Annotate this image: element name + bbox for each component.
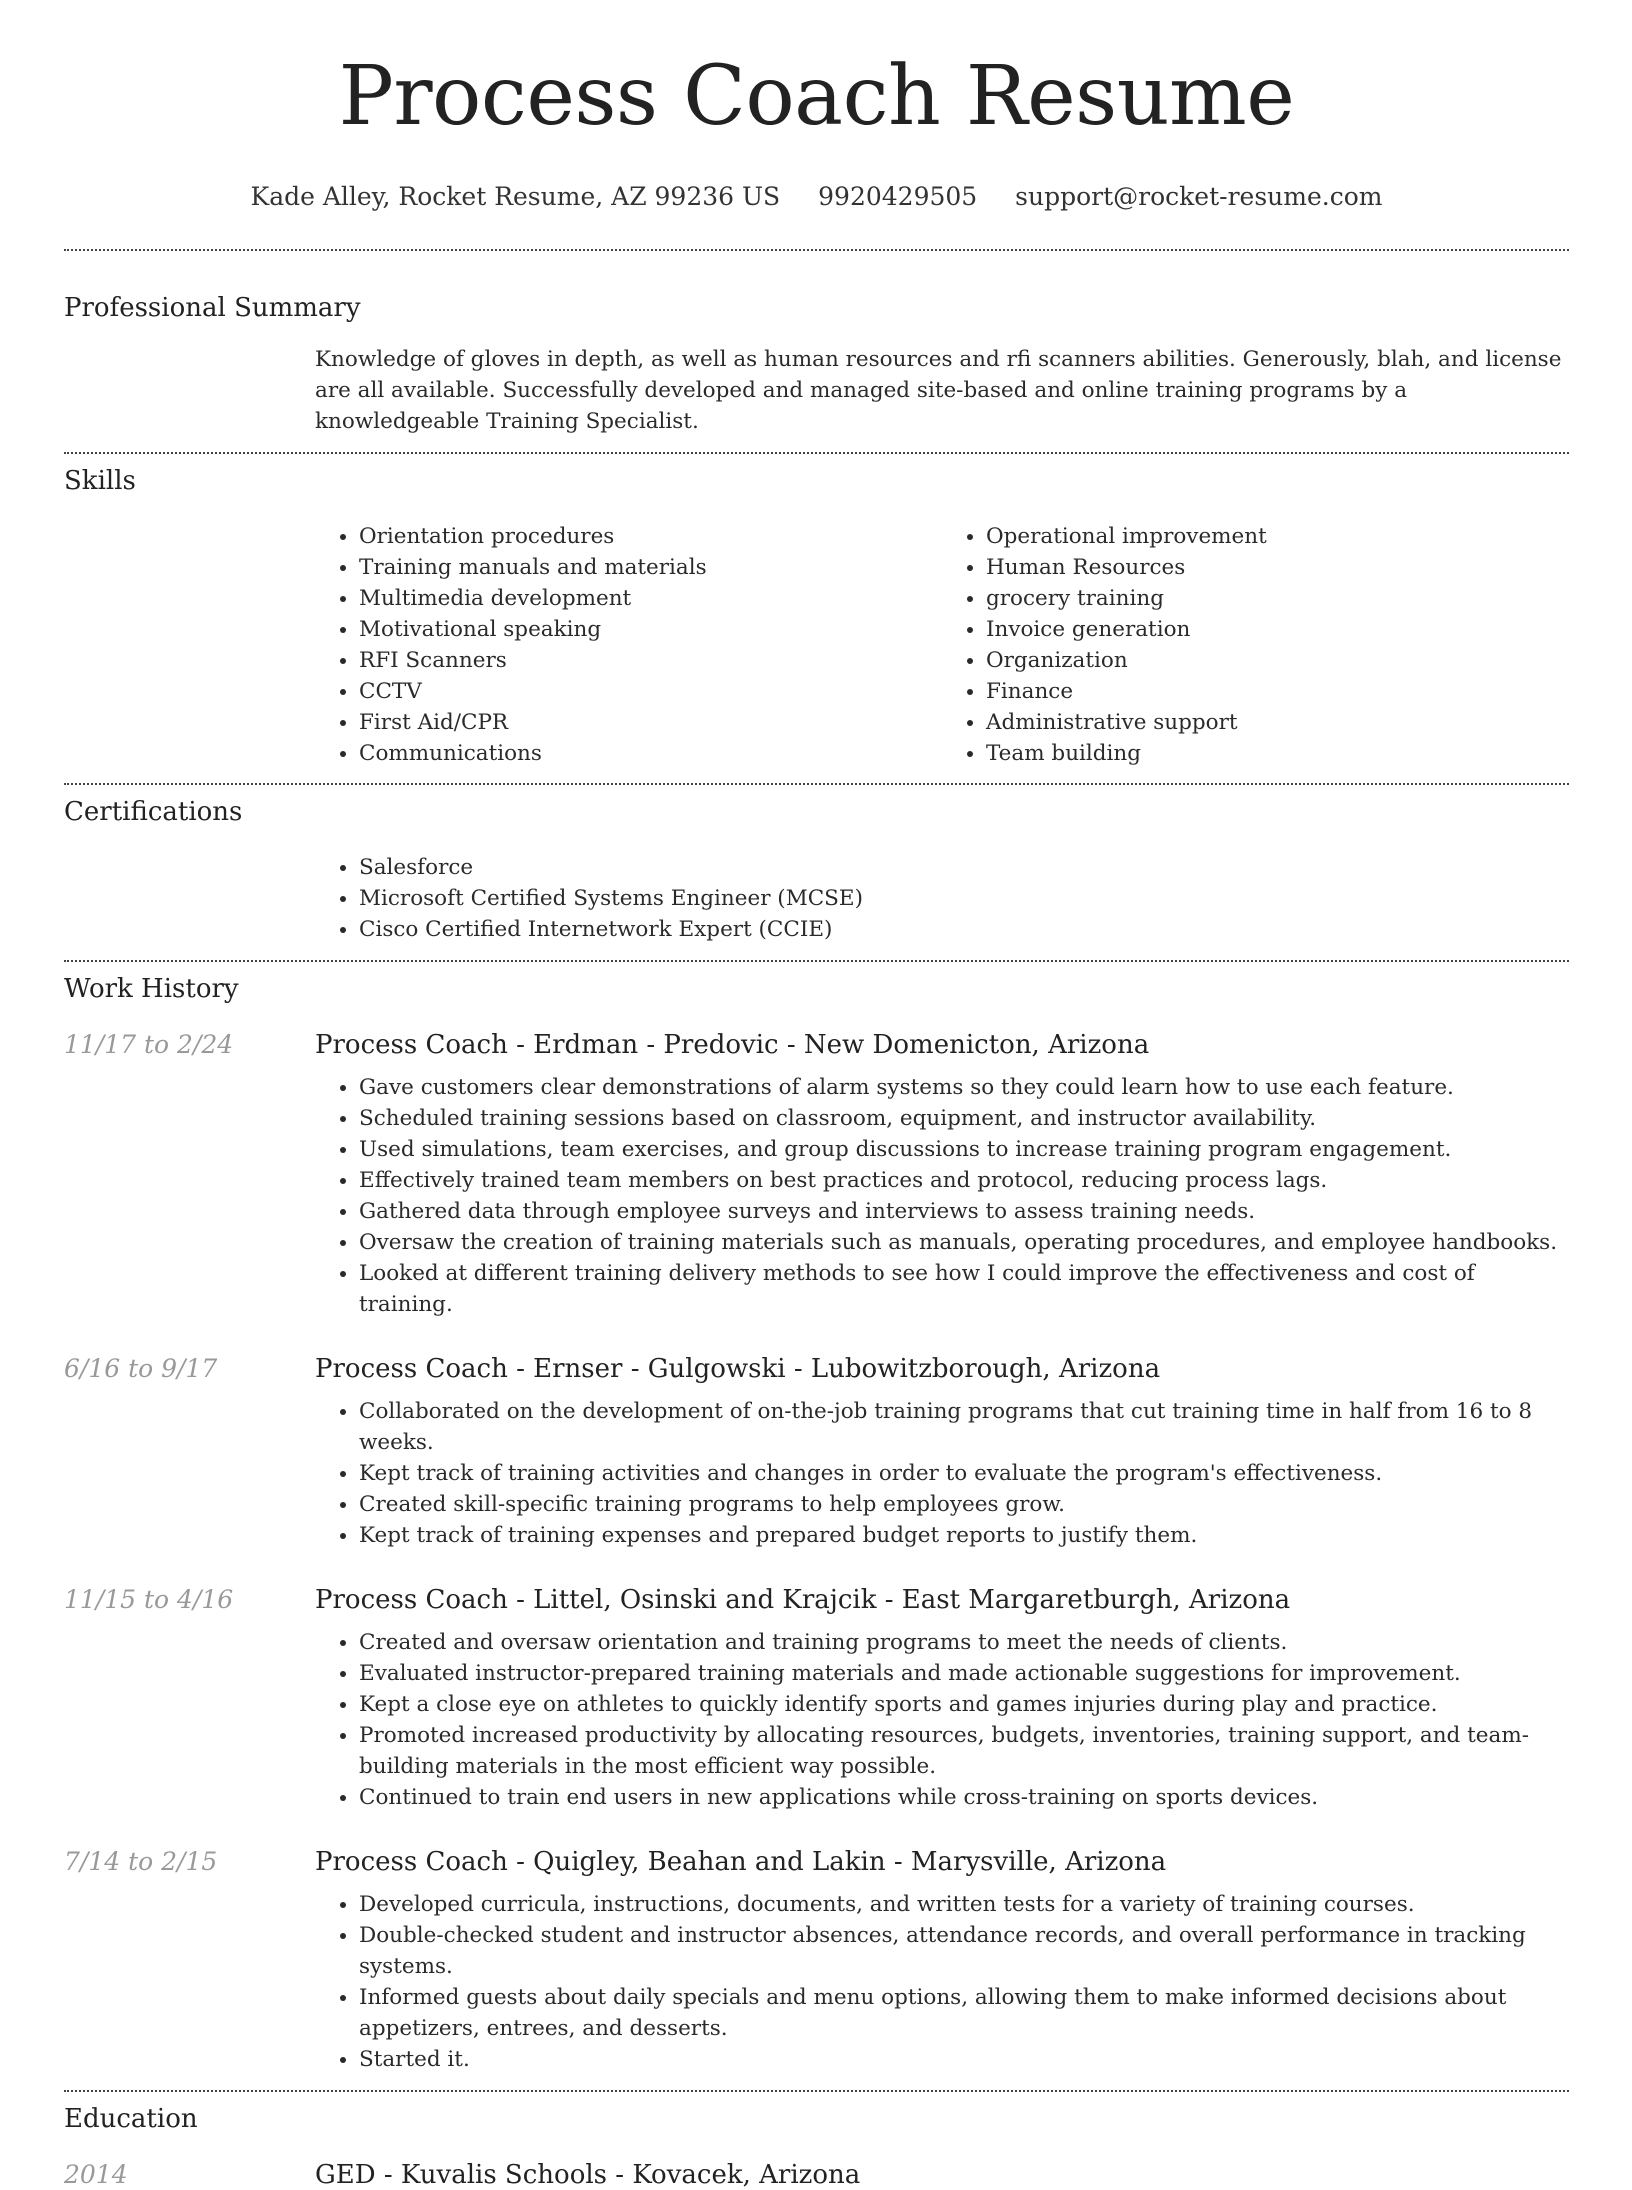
- job-title: Process Coach - Quigley, Beahan and Lakin - Marysville, Arizona: [315, 1847, 1167, 1878]
- contact-line: [64, 182, 1569, 211]
- education-title: GED - Kuvalis Schools - Kovacek, Arizona: [315, 2160, 861, 2190]
- summary-text: Knowledge of gloves in depth, as well as human resources and rfi scanners abilities. Generously, blah, and license are all available. Successfully developed and managed site-based and online training programs by a knowledgeable Training Specialist.: [315, 347, 1562, 435]
- list-item: • Finance: [986, 676, 1569, 707]
- skills-columns: [315, 521, 1569, 783]
- list-item: • Continued to train end users in new applications while cross-training on sports devices.: [359, 1782, 1569, 1813]
- list-item: • First Aid/CPR: [359, 707, 942, 738]
- job-bullets: [315, 1072, 1569, 1320]
- list-item: • Looked at different training delivery methods to see how I could improve the effectiveness and cost of training.: [359, 1258, 1569, 1320]
- list-item: • Gave customers clear demonstrations of alarm systems so they could learn how to use each feature.: [359, 1072, 1569, 1103]
- list-item: • Informed guests about daily specials and menu options, allowing them to make informed decisions about appetizers, entrees, and desserts.: [359, 1982, 1569, 2044]
- job-title: Process Coach - Littel, Osinski and Krajcik - East Margaretburgh, Arizona: [315, 1585, 1291, 1616]
- list-item: • Developed curricula, instructions, documents, and written tests for a variety of training courses.: [359, 1889, 1569, 1920]
- job-title: Process Coach - Ernser - Gulgowski - Lubowitzborough, Arizona: [315, 1354, 1161, 1385]
- job-entry: [64, 1585, 1569, 1813]
- skills-list-right: [942, 521, 1569, 769]
- education-section: [64, 2092, 1569, 2190]
- list-item: • Collaborated on the development of on-the-job training programs that cut training time in half from 16 to 8 weeks.: [359, 1396, 1569, 1458]
- list-item: • Started it.: [359, 2044, 1569, 2075]
- list-item: • CCTV: [359, 676, 942, 707]
- list-item: • Organization: [986, 645, 1569, 676]
- certifications-section: [64, 785, 1569, 960]
- summary-heading: Professional Summary: [64, 293, 361, 324]
- list-item: • Communications: [359, 738, 942, 769]
- skills-list-left: [315, 521, 942, 769]
- job-bullets: [315, 1889, 1569, 2075]
- job-entry: [64, 1030, 1569, 1320]
- list-item: • Gathered data through employee surveys and interviews to assess training needs.: [359, 1196, 1569, 1227]
- job-date: 11/17 to 2/24: [64, 1030, 234, 1060]
- list-item: • Scheduled training sessions based on classroom, equipment, and instructor availability.: [359, 1103, 1569, 1134]
- contact-phone: 9920429505: [818, 182, 978, 212]
- list-item: • Used simulations, team exercises, and group discussions to increase training program engagement.: [359, 1134, 1569, 1165]
- list-item: • Orientation procedures: [359, 521, 942, 552]
- list-item: • Training manuals and materials: [359, 552, 942, 583]
- job-title: Process Coach - Erdman - Predovic - New Domenicton, Arizona: [315, 1030, 1150, 1061]
- job-date: 11/15 to 4/16: [64, 1585, 234, 1615]
- education-entry: [64, 2160, 1569, 2190]
- list-item: • Human Resources: [986, 552, 1569, 583]
- certifications-list: [315, 852, 1569, 945]
- contact-email: support@rocket-resume.com: [1015, 182, 1383, 212]
- job-bullets: [315, 1627, 1569, 1813]
- work-section: [64, 962, 1569, 2090]
- skills-heading: Skills: [64, 466, 136, 497]
- summary-section: [64, 251, 1569, 452]
- list-item: • grocery training: [986, 583, 1569, 614]
- list-item: • Effectively trained team members on best practices and protocol, reducing process lags.: [359, 1165, 1569, 1196]
- page-title: Process Coach Resume: [338, 49, 1295, 144]
- list-item: • Salesforce: [359, 852, 1569, 883]
- list-item: • Operational improvement: [986, 521, 1569, 552]
- list-item: • Kept a close eye on athletes to quickly identify sports and games injuries during play and practice.: [359, 1689, 1569, 1720]
- job-date: 7/14 to 2/15: [64, 1847, 218, 1877]
- list-item: • Invoice generation: [986, 614, 1569, 645]
- education-date: 2014: [64, 2160, 128, 2190]
- education-heading: Education: [64, 2104, 198, 2135]
- job-date: 6/16 to 9/17: [64, 1354, 218, 1384]
- job-entry: [64, 1847, 1569, 2090]
- list-item: • RFI Scanners: [359, 645, 942, 676]
- list-item: • Oversaw the creation of training materials such as manuals, operating procedures, and employee handbooks.: [359, 1227, 1569, 1258]
- list-item: • Promoted increased productivity by allocating resources, budgets, inventories, training support, and team-building materials in the most efficient way possible.: [359, 1720, 1569, 1782]
- list-item: • Evaluated instructor-prepared training materials and made actionable suggestions for improvement.: [359, 1658, 1569, 1689]
- resume-page: [64, 0, 1569, 2190]
- job-entry: [64, 1354, 1569, 1551]
- list-item: • Team building: [986, 738, 1569, 769]
- list-item: • Motivational speaking: [359, 614, 942, 645]
- list-item: • Microsoft Certified Systems Engineer (MCSE): [359, 883, 1569, 914]
- certifications-heading: Certifications: [64, 797, 243, 828]
- list-item: • Kept track of training expenses and prepared budget reports to justify them.: [359, 1520, 1569, 1551]
- list-item: • Double-checked student and instructor absences, attendance records, and overall performance in tracking systems.: [359, 1920, 1569, 1982]
- list-item: • Created and oversaw orientation and training programs to meet the needs of clients.: [359, 1627, 1569, 1658]
- work-heading: Work History: [64, 974, 239, 1005]
- list-item: • Administrative support: [986, 707, 1569, 738]
- certifications-content: [315, 852, 1569, 960]
- list-item: • Kept track of training activities and changes in order to evaluate the program's effectiveness.: [359, 1458, 1569, 1489]
- skills-section: [64, 454, 1569, 783]
- list-item: • Cisco Certified Internetwork Expert (CCIE): [359, 914, 1569, 945]
- list-item: • Created skill-specific training programs to help employees grow.: [359, 1489, 1569, 1520]
- list-item: • Multimedia development: [359, 583, 942, 614]
- contact-address: Kade Alley, Rocket Resume, AZ 99236 US: [250, 182, 781, 212]
- job-bullets: [315, 1396, 1569, 1551]
